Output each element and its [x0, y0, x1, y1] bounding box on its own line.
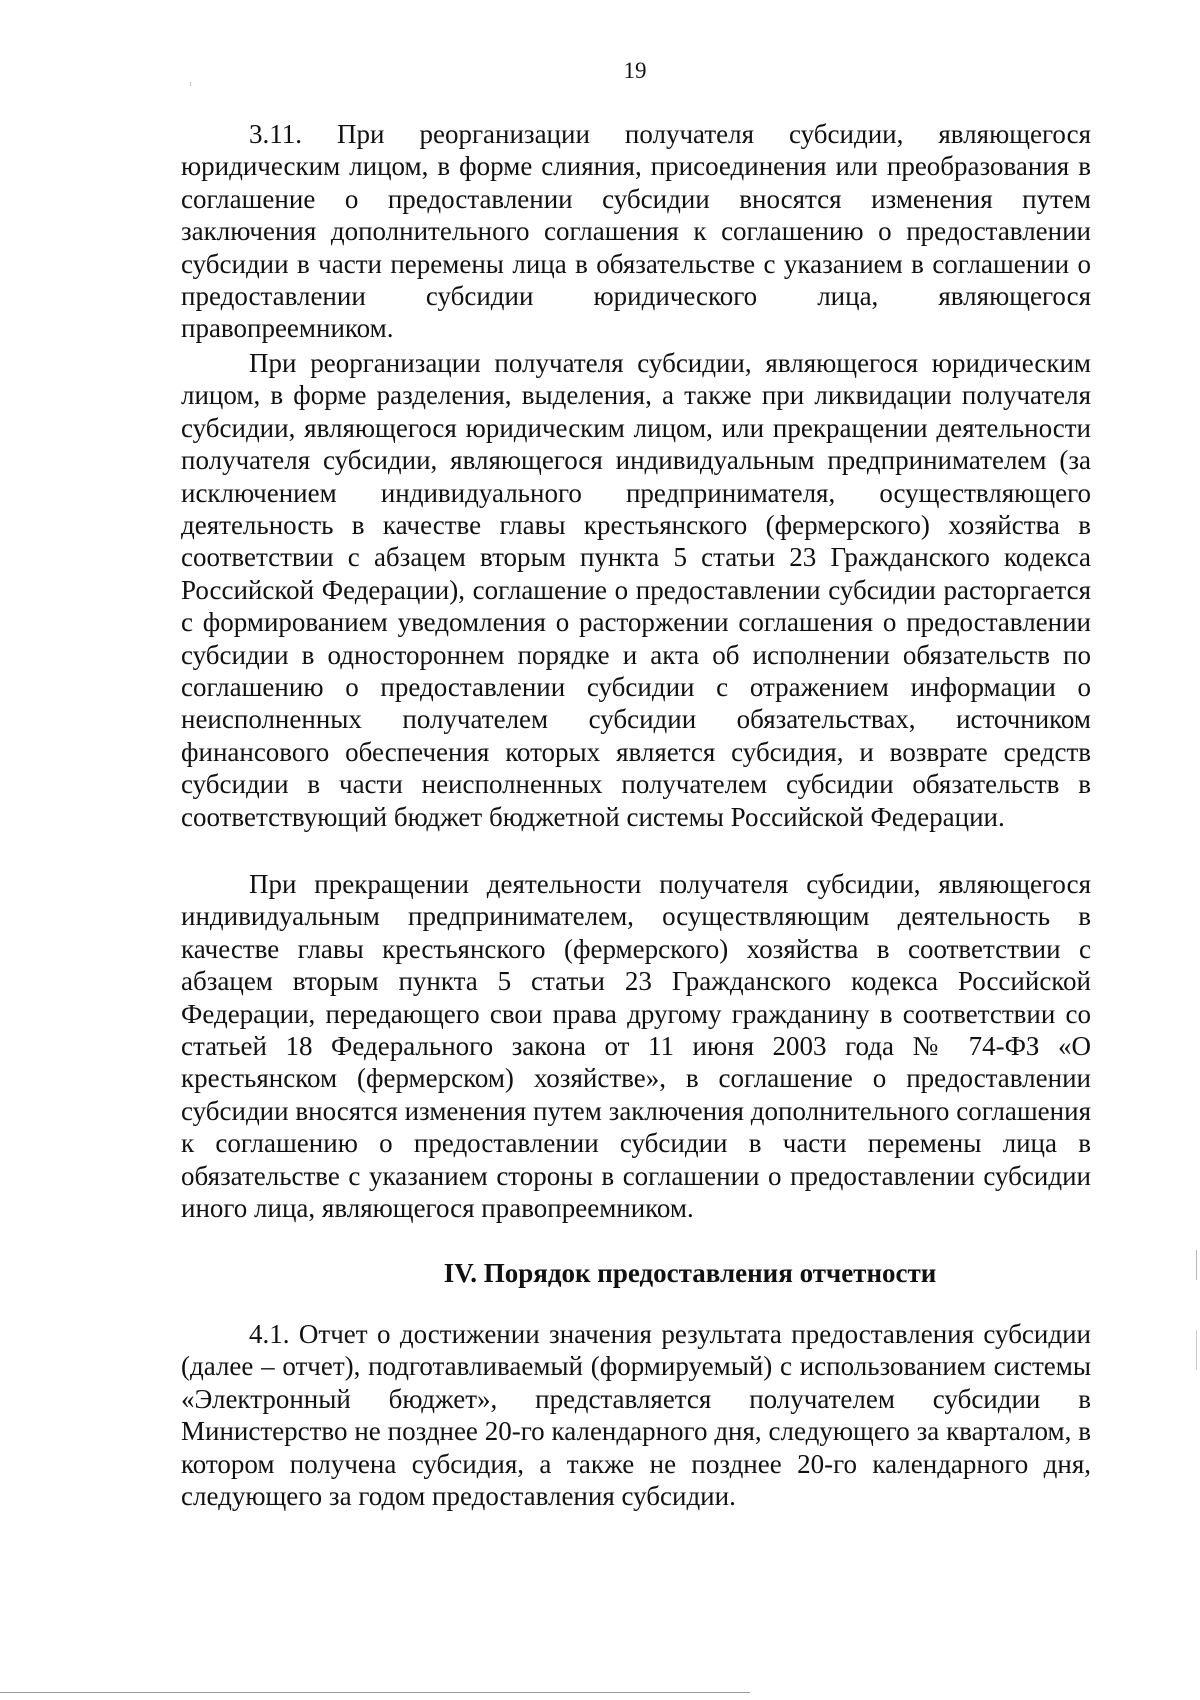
scan-artifact-bottom-line [0, 1692, 750, 1693]
paragraph-block-reorganization [181, 347, 1091, 833]
paragraph-block-3-11 [181, 118, 1091, 345]
paragraph-4-1: 4.1. Отчет о достижении значения результата предоставления субсидии (далее – отчет), подготавливаемый (формируемый) с использованием системы «Электронный бюджет», представляется получателем субсидии в Министерство не позднее 20-го календарного дня, следующего за кварталом, в котором получена субсидия, а также не позднее 20-го календарного дня, следующего за годом предоставления субсидии. [181, 1319, 1091, 1512]
paragraph-block-4-1 [181, 1318, 1091, 1512]
paragraph-reorganization-liquidation: При реорганизации получателя субсидии, являющегося юридическим лицом, в форме разделения, выделения, а также при ликвидации получателя субсидии, являющегося юридическим лицом, или прекращении деятельности получателя субсидии, являющегося индивидуальным предпринимателем (за исключением индивидуального предпринимателя, осуществляющего деятельность в качестве главы крестьянского (фермерского) хозяйства в соответствии с абзацем вторым пункта 5 статьи 23 Гражданского кодекса Российской Федерации), соглашение о предоставлении субсидии расторгается с формированием уведомления о расторжении соглашения о предоставлении субсидии в одностороннем порядке и акта об исполнении обязательств по соглашению о предоставлении субсидии с отражением информации о неисполненных получателем субсидии обязательствах, источником финансового обеспечения которых является субсидия, и возврате средств субсидии в части неисполненных получателем субсидии обязательств в соответствующий бюджет бюджетной системы Российской Федерации. [181, 348, 1091, 832]
paragraph-farm-termination: При прекращении деятельности получателя субсидии, являющегося индивидуальным предпринимателем, осуществляющим деятельность в качестве главы крестьянского (фермерского) хозяйства в соответствии с абзацем вторым пункта 5 статьи 23 Гражданского кодекса Российской Федерации, передающего свои права другому гражданину в соответствии со статьей 18 Федерального закона от 11 июня 2003 года № 74-ФЗ «О крестьянском (фермерском) хозяйстве», в соглашение о предоставлении субсидии вносятся изменения путем заключения дополнительного соглашения к соглашению о предоставлении субсидии в части перемены лица в обязательстве с указанием стороны в соглашении о предоставлении субсидии иного лица, являющегося правопреемником. [181, 869, 1091, 1224]
scan-artifact-edge-mark [1196, 1330, 1197, 1370]
paragraph-3-11: 3.11. При реорганизации получателя субсидии, являющегося юридическим лицом, в форме слияния, присоединения или преобразования в соглашение о предоставлении субсидии вносятся изменения путем заключения дополнительного соглашения к соглашению о предоставлении субсидии в части перемены лица в обязательстве с указанием в соглашении о предоставлении субсидии юридического лица, являющегося правопреемником. [181, 119, 1091, 344]
page-number: 19 [623, 58, 647, 83]
scan-artifact-edge-mark [1196, 1250, 1197, 1280]
section-heading-reporting: IV. Порядок предоставления отчетности [443, 1258, 937, 1288]
paragraph-block-farm [181, 868, 1091, 1224]
